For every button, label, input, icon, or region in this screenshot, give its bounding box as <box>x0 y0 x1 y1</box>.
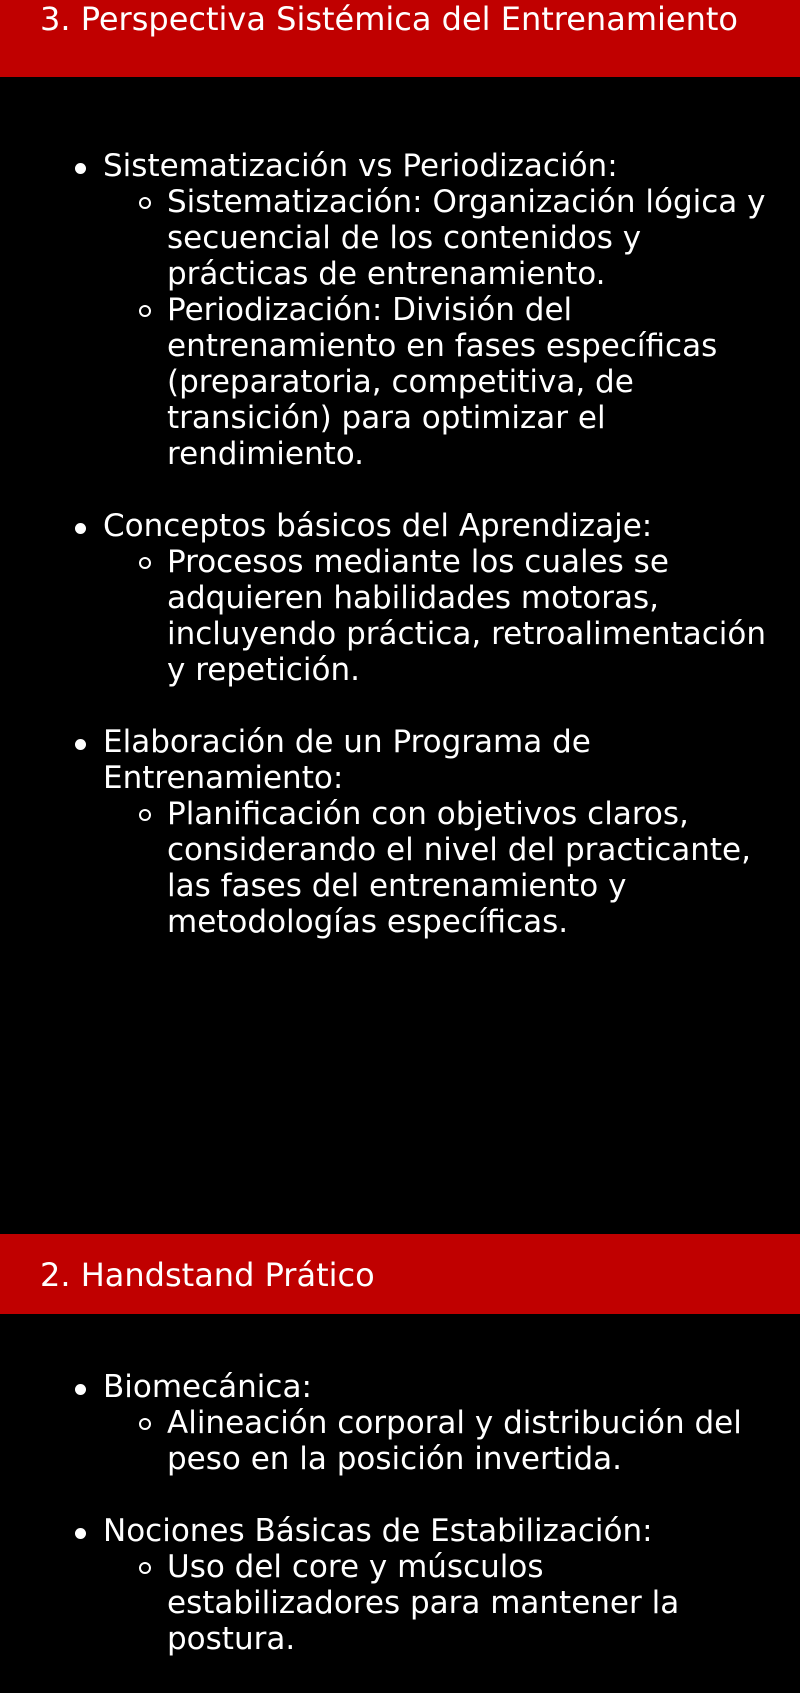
list-item-label: Elaboración de un Programa de Entrenamiento: <box>103 724 591 796</box>
list-item-label: Nociones Básicas de Estabilización: <box>103 1513 653 1549</box>
sub-bullet-list <box>103 544 780 688</box>
list-item-aprendizaje <box>0 508 800 688</box>
section-title-text: 3. Perspectiva Sistémica del Entrenamiento <box>40 0 738 38</box>
sub-list-item: Sistematización: Organización lógica y secuencial de los contenidos y prácticas de entrenamiento. <box>167 184 780 292</box>
list-item-label: Conceptos básicos del Aprendizaje: <box>103 508 653 544</box>
sub-list-item: Planificación con objetivos claros, considerando el nivel del practicante, las fases del entrenamiento y metodologías específicas. <box>167 796 780 940</box>
sub-bullet-list <box>103 796 780 940</box>
section-content-perspectiva-sistemica <box>0 148 800 976</box>
sub-list-item: Periodización: División del entrenamiento en fases específicas (preparatoria, competitiva, de transición) para optimizar el rendimiento. <box>167 292 780 472</box>
sub-bullet-list <box>103 184 780 472</box>
sub-list-item: Procesos mediante los cuales se adquieren habilidades motoras, incluyendo práctica, retroalimentación y repetición. <box>167 544 780 688</box>
section-content-handstand <box>0 1369 800 1693</box>
sub-list-item: Uso del core y músculos estabilizadores para mantener la postura. <box>167 1549 780 1657</box>
section-title-text: 2. Handstand Prático <box>40 1256 375 1294</box>
list-item-label: Biomecánica: <box>103 1369 312 1405</box>
bullet-list <box>0 148 800 940</box>
list-item-estabilizacion <box>0 1513 800 1657</box>
list-item-label: Sistematización vs Periodización: <box>103 148 618 184</box>
list-item-sistematizacion <box>0 148 800 472</box>
list-item-programa <box>0 724 800 940</box>
sub-bullet-list <box>103 1549 780 1657</box>
section-title-perspectiva-sistemica <box>0 0 800 77</box>
sub-bullet-list <box>103 1405 780 1477</box>
list-item-biomecanica <box>0 1369 800 1477</box>
section-title-handstand <box>0 1234 800 1314</box>
bullet-list <box>0 1369 800 1657</box>
sub-list-item: Alineación corporal y distribución del peso en la posición invertida. <box>167 1405 780 1477</box>
